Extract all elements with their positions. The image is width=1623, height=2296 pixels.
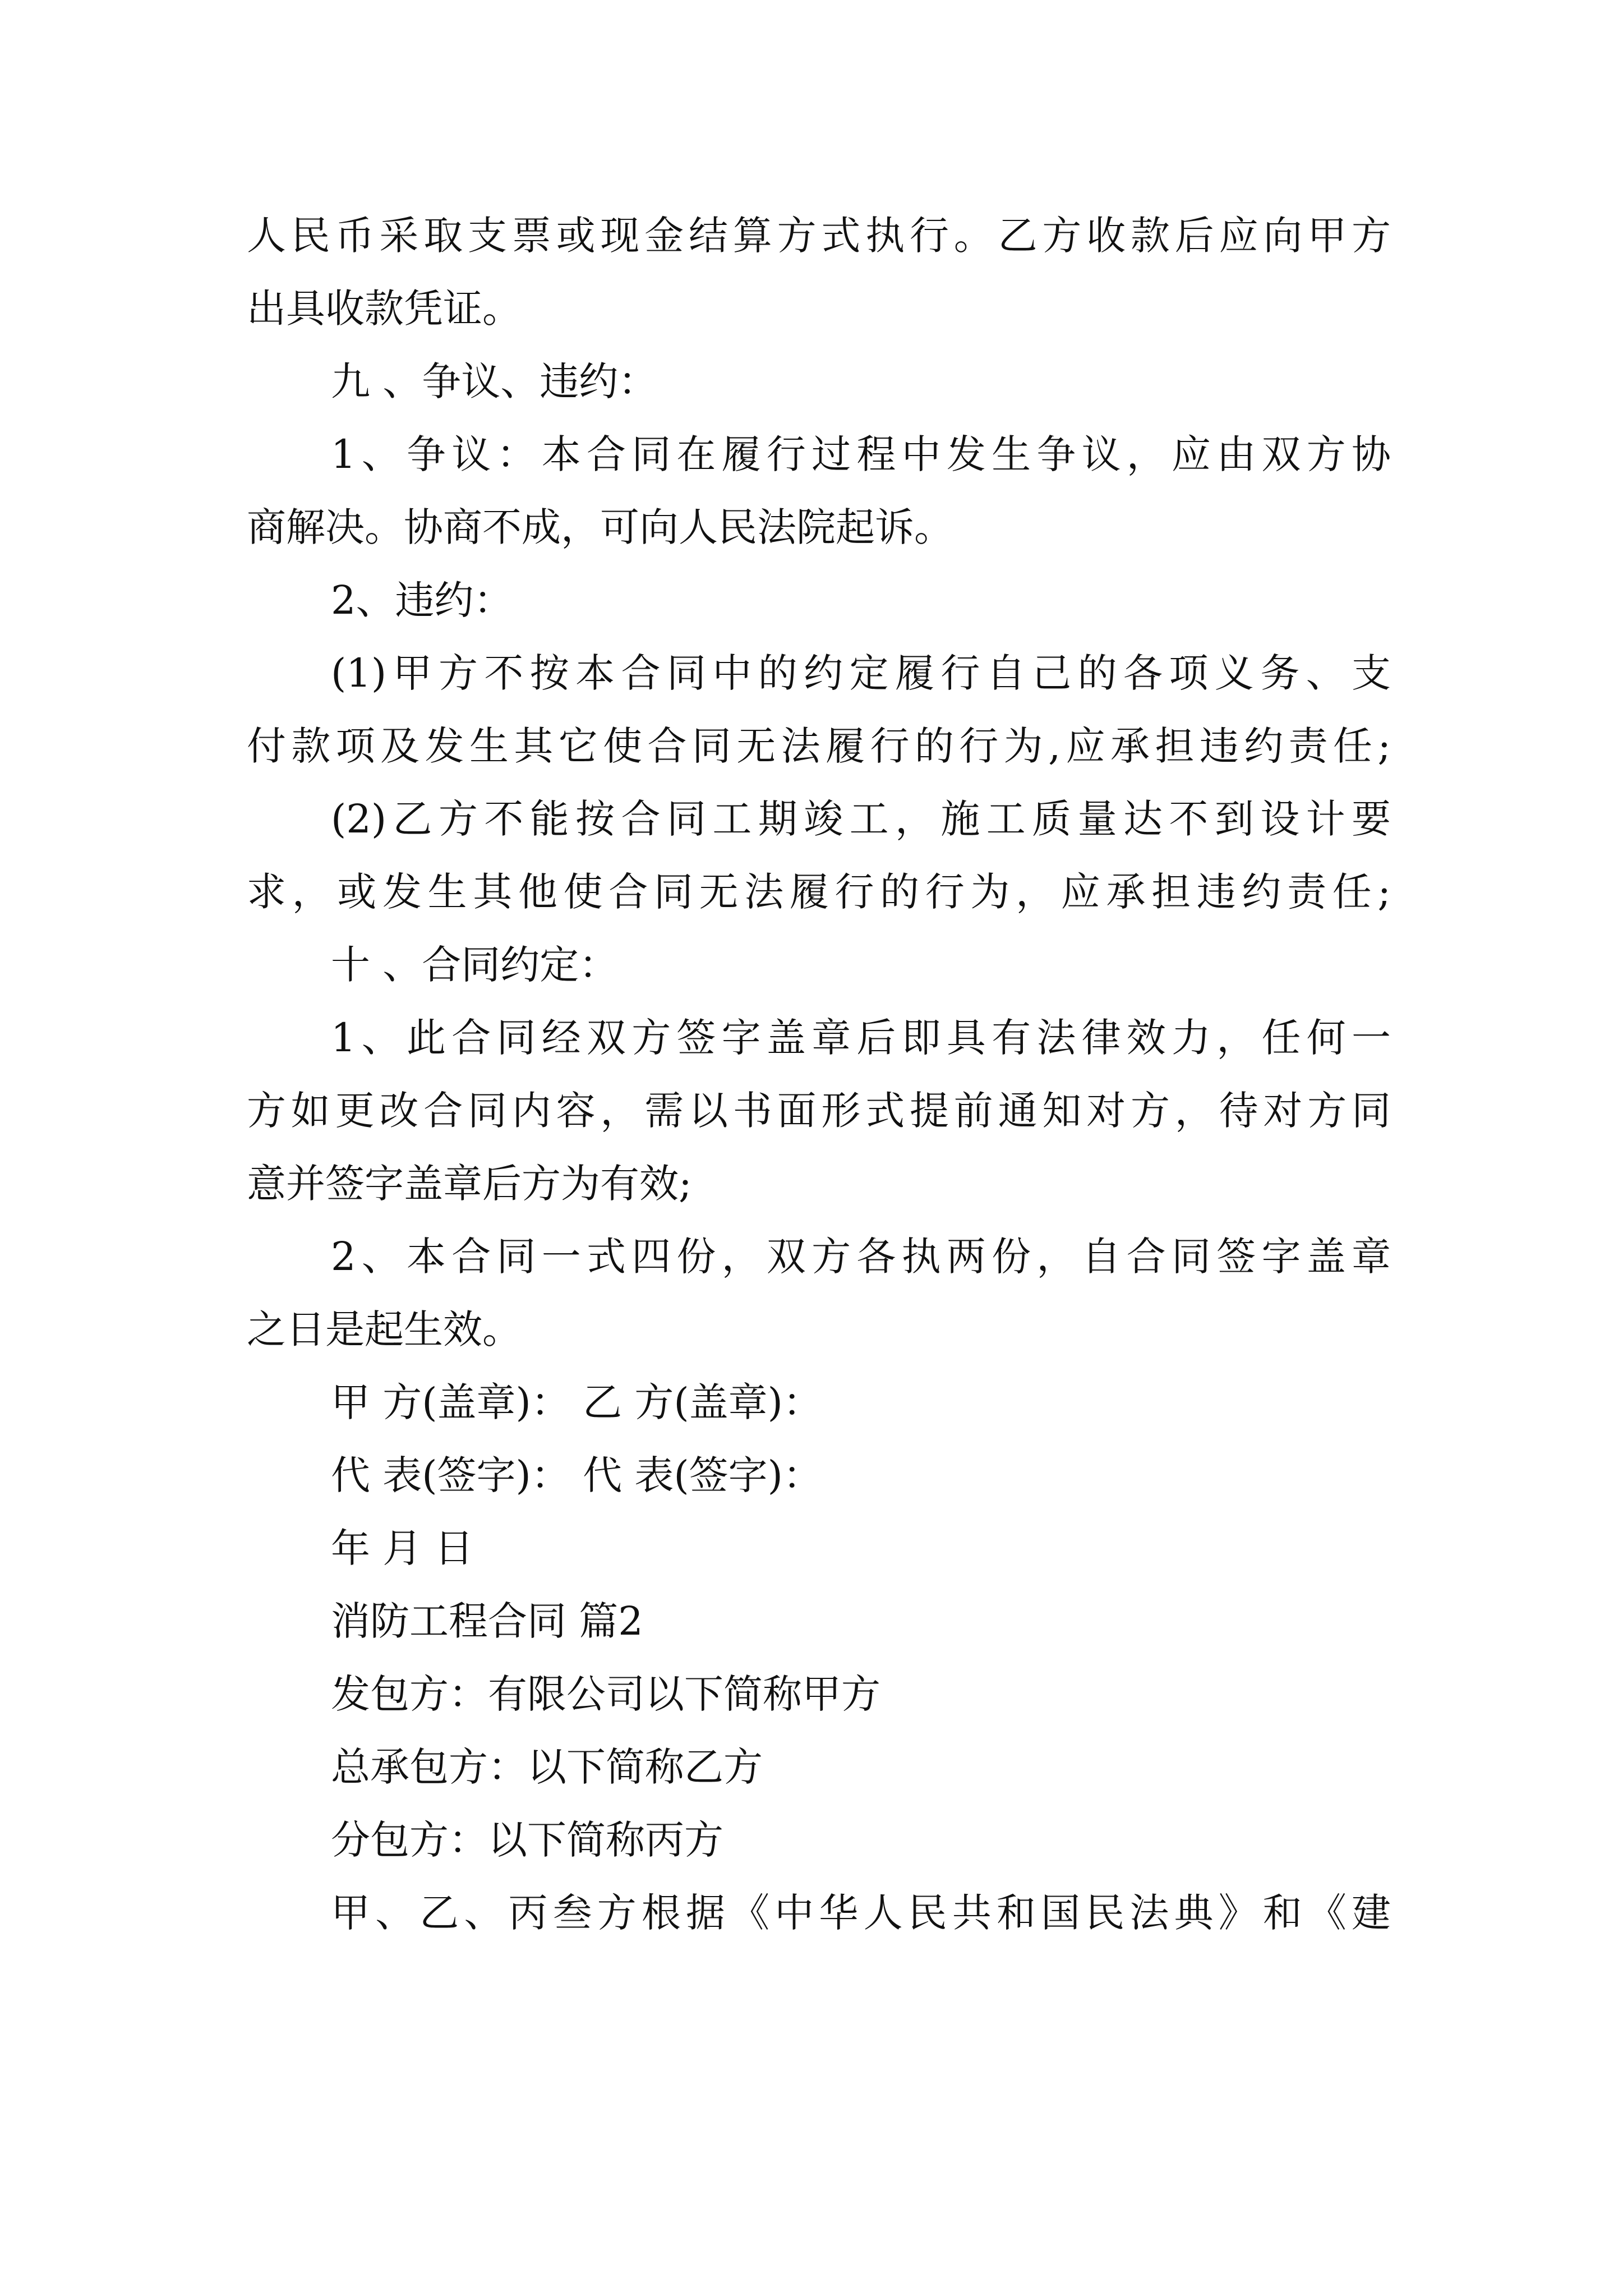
paragraph-line: 付款项及发生其它使合同无法履行的行为,应承担违约责任;	[247, 723, 1391, 769]
paragraph-line: 出具收款凭证。	[247, 286, 522, 332]
party-line: 总承包方：以下简称乙方	[331, 1744, 763, 1790]
signature-line: 代 表(签字)： 代 表(签字)：	[331, 1452, 822, 1498]
party-line: 分包方：以下简称丙方	[331, 1817, 723, 1863]
paragraph-line: 1、此合同经双方签字盖章后即具有法律效力，任何一	[331, 1015, 1391, 1061]
paragraph-line: 之日是起生效。	[247, 1306, 522, 1352]
paragraph-line: 方如更改合同内容，需以书面形式提前通知对方，待对方同	[247, 1088, 1391, 1134]
paragraph-line: 1、争议：本合同在履行过程中发生争议，应由双方协	[331, 431, 1391, 477]
section-title: 消防工程合同 篇2	[331, 1598, 643, 1644]
paragraph-line: (1)甲方不按本合同中的约定履行自己的各项义务、支	[331, 650, 1391, 696]
date-line: 年 月 日	[331, 1525, 474, 1571]
paragraph-line: 求，或发生其他使合同无法履行的行为，应承担违约责任;	[247, 869, 1391, 915]
paragraph-line: 人民币采取支票或现金结算方式执行。乙方收款后应向甲方	[247, 213, 1391, 259]
paragraph-line: 2、本合同一式四份，双方各执两份，自合同签字盖章	[331, 1234, 1391, 1280]
paragraph-line: 2、违约：	[331, 577, 513, 623]
paragraph-line: 意并签字盖章后方为有效;	[247, 1161, 692, 1207]
section-heading: 九 、争议、违约：	[331, 358, 658, 404]
party-line: 发包方：有限公司以下简称甲方	[331, 1671, 880, 1717]
paragraph-line: 商解决。协商不成，可向人民法院起诉。	[247, 504, 953, 550]
section-heading: 十 、合同约定：	[331, 942, 619, 988]
signature-line: 甲 方(盖章)： 乙 方(盖章)：	[331, 1379, 822, 1425]
paragraph-line: (2)乙方不能按合同工期竣工，施工质量达不到设计要	[331, 796, 1391, 842]
paragraph-line: 甲、乙、丙叁方根据《中华人民共和国民法典》和《建	[331, 1890, 1391, 1936]
